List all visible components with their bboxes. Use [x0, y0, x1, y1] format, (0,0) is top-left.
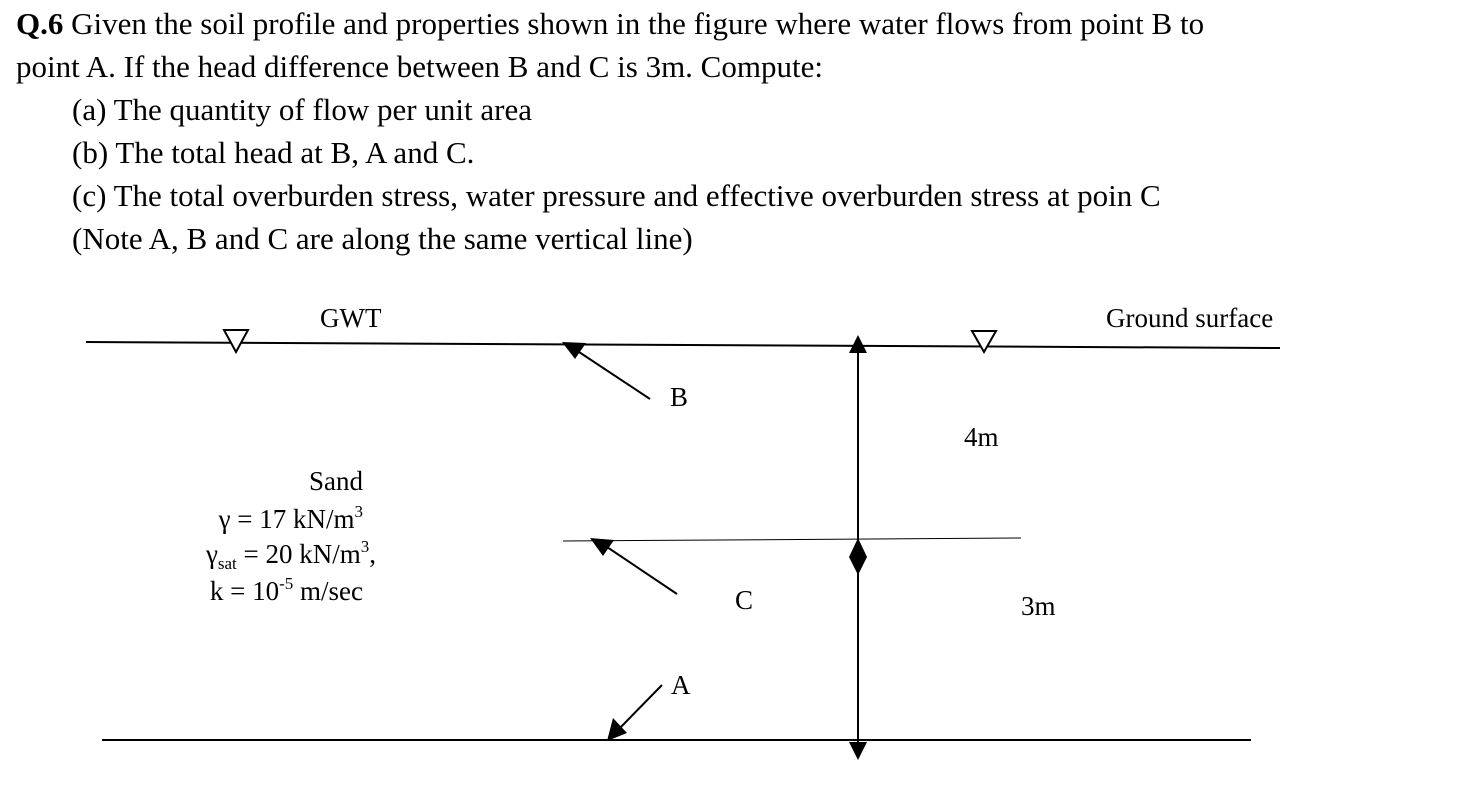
dimension-arrow-top [849, 335, 867, 353]
dimension-lower-label: 3m [1021, 591, 1056, 621]
part-text: The total overburden stress, water pressure and effective overburden stress at poin C [113, 178, 1161, 213]
k-exponent: -5 [279, 574, 294, 593]
point-c-label: C [735, 585, 754, 615]
pointer-a-arrowhead [607, 718, 627, 741]
part-label: (a) [72, 92, 107, 127]
dimension-arrow-bottom [849, 742, 867, 760]
ground-surface-label: Ground surface [1106, 303, 1274, 333]
gamma-exponent: 3 [354, 502, 363, 521]
point-b-label: B [670, 382, 689, 412]
pointer-b-arrowhead [562, 342, 586, 359]
soil-name: Sand [309, 466, 363, 496]
soil-permeability [210, 574, 363, 606]
layer-interface-line [563, 538, 1021, 541]
k-prefix: k = 10 [209, 576, 280, 606]
gamma-value: = 17 kN/m [230, 504, 355, 534]
question-stem-text-1: Given the soil profile and properties shown in the figure where water flows from point B to [63, 6, 1205, 41]
water-table-symbol-left [224, 330, 248, 352]
dimension-upper-label: 4m [964, 422, 999, 452]
soil-saturated-unit-weight [205, 537, 376, 573]
pointer-c-line [604, 545, 677, 594]
question-note: (Note A, B and C are along the same vertical line) [72, 221, 693, 256]
part-text: The quantity of flow per unit area [113, 92, 532, 127]
k-unit: m/sec [293, 576, 363, 606]
water-table-symbol-right [972, 331, 996, 352]
gamma-symbol: γ [218, 504, 231, 534]
pointer-c-arrowhead [590, 538, 614, 556]
ground-surface-line [86, 342, 1280, 348]
point-a-label: A [671, 670, 691, 700]
pointer-b-line [576, 350, 650, 399]
dimension-arrow-middle [849, 538, 867, 575]
pointer-a-line [618, 685, 662, 730]
gamma-sat-exponent: 3 [360, 537, 370, 556]
gamma-sat-comma: , [369, 539, 376, 569]
gamma-sat-value: = 20 kN/m [236, 539, 361, 569]
question-stem-line-2: point A. If the head difference between B and C is 3m. Compute: [16, 49, 823, 84]
part-label: (b) [72, 135, 109, 170]
soil-unit-weight [218, 502, 363, 534]
gamma-sat-symbol: γ [205, 539, 218, 569]
gwt-label: GWT [320, 303, 382, 333]
gamma-sat-subscript: sat [217, 554, 237, 573]
question-number: Q.6 [16, 6, 64, 41]
part-label: (c) [72, 178, 107, 213]
part-text: The total head at B, A and C. [115, 135, 475, 170]
